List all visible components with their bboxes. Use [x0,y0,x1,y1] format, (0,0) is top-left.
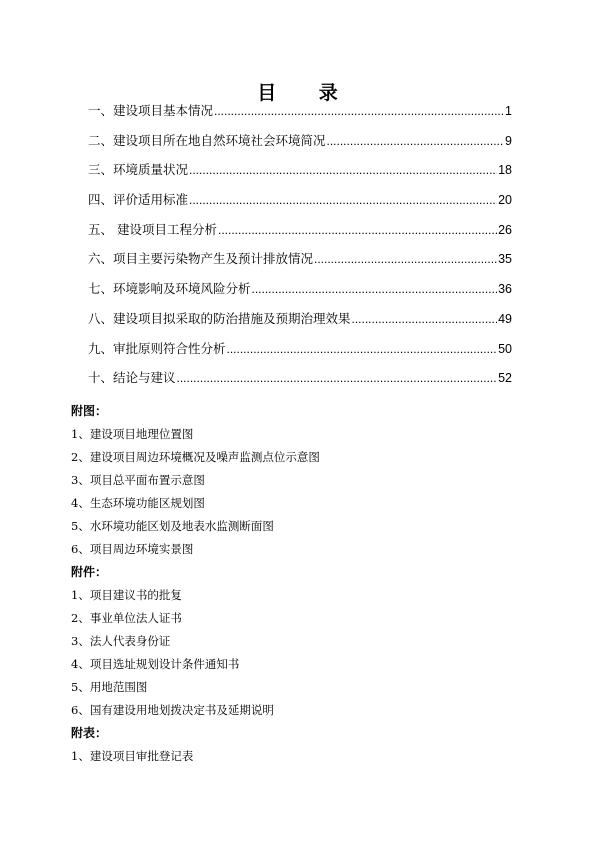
toc-entry[interactable] [88,160,512,190]
toc-entry[interactable] [88,309,512,339]
toc-entry-page: 49 [498,311,512,326]
toc-dot-leader [218,223,497,237]
toc-entry-page: 36 [498,282,512,297]
attachment-item: 5、用地范围图 [71,680,148,694]
toc-entry[interactable] [88,249,512,279]
toc-dot-leader [189,193,497,207]
attached-figure-item: 1、建设项目地理位置图 [71,427,194,441]
toc-dot-leader [314,252,497,266]
toc-entry-page: 50 [498,341,512,356]
toc-dot-leader [177,371,498,385]
toc-dot-leader [327,134,505,148]
attachments-section [71,561,531,722]
appendix-lists [71,400,531,768]
attachment-item: 2、事业单位法人证书 [71,611,182,625]
attached-tables-heading: 附表： [71,726,108,740]
toc-entry[interactable] [88,368,512,398]
toc-dot-leader [252,282,498,296]
attached-figure-item: 3、项目总平面布置示意图 [71,473,205,487]
toc-entry[interactable] [88,190,512,220]
toc-entry-label: 一、建设项目基本情况 [88,103,214,118]
toc-entry[interactable] [88,101,512,131]
toc-entry[interactable] [88,131,512,161]
toc-entry-page: 18 [498,163,512,178]
attached-table-item: 1、建设项目审批登记表 [71,749,194,763]
attachment-item: 6、国有建设用地划拨决定书及延期说明 [71,703,274,717]
attachment-item: 3、法人代表身份证 [71,634,171,648]
toc-entry-page: 20 [498,193,512,208]
toc-entry-page: 1 [505,104,512,118]
toc-entry-label: 七、环境影响及环境风险分析 [88,281,251,297]
toc-dot-leader [352,312,498,326]
toc-entry-page: 9 [505,133,512,148]
toc-entry-page: 52 [498,371,512,386]
toc-entry-label: 九、审批原则符合性分析 [88,340,226,356]
attachments-heading: 附件： [71,565,108,579]
attached-tables-section [71,722,531,768]
attached-figure-item: 5、水环境功能区划及地表水监测断面图 [71,519,274,533]
toc-entry[interactable] [88,279,512,309]
attached-figure-item: 4、生态环境功能区规划图 [71,496,205,510]
attachment-item: 4、项目选址规划设计条件通知书 [71,657,240,671]
toc-dot-leader [189,163,497,177]
toc-entry[interactable] [88,220,512,250]
toc-entry-page: 35 [498,252,512,267]
toc-dot-leader [227,342,498,356]
toc-entry-label: 二、建设项目所在地自然环境社会环境简况 [88,132,326,148]
toc-entry-label: 三、环境质量状况 [88,162,189,178]
attached-figure-item: 2、建设项目周边环境概况及噪声监测点位示意图 [71,450,320,464]
page-title: 目 录 [257,82,356,104]
toc-entry[interactable] [88,339,512,369]
table-of-contents [88,101,512,398]
toc-entry-label: 五、 建设项目工程分析 [88,221,217,237]
attached-figures-heading: 附图： [71,404,108,418]
toc-entry-label: 六、项目主要污染物产生及预计排放情况 [88,251,314,267]
toc-entry-page: 26 [498,222,512,237]
attached-figures-section [71,400,531,561]
attached-figure-item: 6、项目周边环境实景图 [71,542,194,556]
attachment-item: 1、项目建议书的批复 [71,588,182,602]
toc-entry-label: 八、建设项目拟采取的防治措施及预期治理效果 [88,310,351,326]
toc-entry-label: 十、结论与建议 [88,370,176,386]
toc-dot-leader [214,104,504,118]
toc-entry-label: 四、评价适用标准 [88,192,189,208]
